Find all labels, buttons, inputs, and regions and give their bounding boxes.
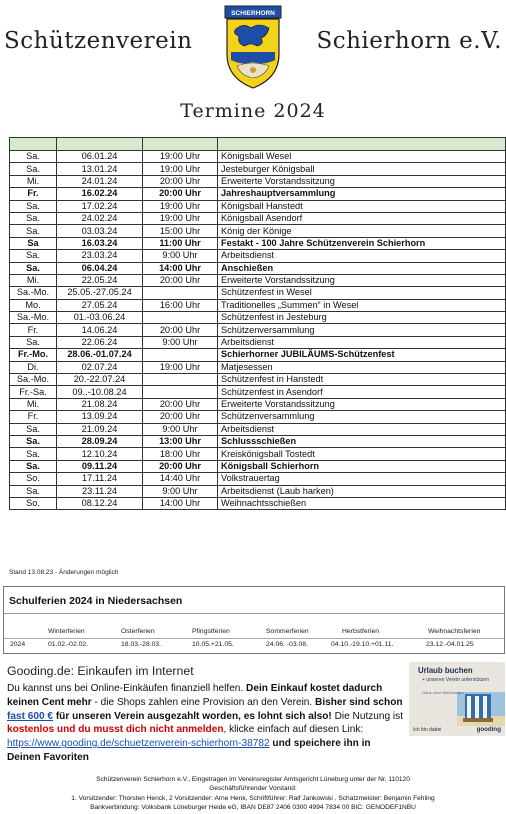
table-row xyxy=(10,386,506,398)
table-row xyxy=(10,188,506,200)
event-date-cell: 14.06.24 xyxy=(57,324,143,336)
event-date-cell: 22.06.24 xyxy=(57,336,143,348)
holiday-column-header: Sommerferien xyxy=(266,628,309,635)
table-header-row xyxy=(10,138,506,151)
event-date-cell: 21.09.24 xyxy=(57,423,143,435)
event-date-cell: 08.12.24 xyxy=(57,497,143,509)
event-name-cell: Jahreshauptversammlung xyxy=(218,188,506,200)
table-row xyxy=(10,448,506,460)
event-name-cell: Schützenfest in Wesel xyxy=(218,287,506,299)
event-time-cell: 20:00 Uhr xyxy=(143,175,218,187)
event-time-cell: 13:00 Uhr xyxy=(143,435,218,447)
event-name-cell: Erweiterte Vorstandssitzung xyxy=(218,274,506,286)
event-day-cell: Sa. xyxy=(10,460,57,472)
event-name-cell: Schützenfest in Jesteburg xyxy=(218,312,506,324)
event-date-cell: 03.03.24 xyxy=(57,225,143,237)
event-date-cell: 17.11.24 xyxy=(57,473,143,485)
table-row xyxy=(10,423,506,435)
footer-line: 1. Vorsitzender: Thorsten Henck, 2 Vorsitzender: Arne Henk, Schriftführer: Ralf Jankowski , Schatzmeister: Benjamin Fehling xyxy=(71,794,435,802)
event-name-cell: Schützenversammlung xyxy=(218,411,506,423)
event-day-cell: Sa. xyxy=(10,163,57,175)
header-cell xyxy=(143,138,218,151)
gooding-text-bold: Bisher sind schon xyxy=(315,696,403,708)
holiday-value: 10.05.+21.05. xyxy=(192,641,234,648)
school-holidays-box xyxy=(3,586,505,654)
event-day-cell: Sa. xyxy=(10,448,57,460)
gooding-amount-link[interactable]: fast 600 € xyxy=(7,710,54,722)
event-name-cell: König der Könige xyxy=(218,225,506,237)
event-name-cell: Anschießen xyxy=(218,262,506,274)
event-day-cell: Mi. xyxy=(10,398,57,410)
gooding-text-bold: für unseren Verein ausgezahlt worden, es lohnt sich also! xyxy=(53,710,332,722)
event-time-cell: 11:00 Uhr xyxy=(143,237,218,249)
divider xyxy=(4,638,504,639)
event-name-cell: Königsball Schierhorn xyxy=(218,460,506,472)
event-date-cell: 28.06.-01.07.24 xyxy=(57,349,143,361)
event-time-cell xyxy=(143,374,218,386)
holiday-column-header: Weihnachtsferien xyxy=(428,628,481,635)
event-date-cell: 16.02.24 xyxy=(57,188,143,200)
event-date-cell: 06.01.24 xyxy=(57,151,143,163)
event-name-cell: Königsball Asendorf xyxy=(218,212,506,224)
event-time-cell: 19:00 Uhr xyxy=(143,151,218,163)
gooding-text-bold: Dein Einkauf kostet dadurch keinen Cent mehr xyxy=(7,683,383,708)
club-crest-icon xyxy=(223,4,283,90)
event-name-cell: Matjesessen xyxy=(218,361,506,373)
event-time-cell: 14:00 Uhr xyxy=(143,262,218,274)
table-row xyxy=(10,287,506,299)
event-time-cell: 20:00 Uhr xyxy=(143,460,218,472)
event-time-cell: 9:00 Uhr xyxy=(143,423,218,435)
header xyxy=(0,0,506,95)
table-row xyxy=(10,398,506,410)
event-name-cell: Arbeitsdienst (Laub harken) xyxy=(218,485,506,497)
holiday-column-header: Osterferien xyxy=(121,628,155,635)
event-day-cell: Sa. xyxy=(10,200,57,212)
ad-note: Ganz ohne Mehrkosten xyxy=(422,690,464,695)
table-row xyxy=(10,361,506,373)
event-day-cell: So. xyxy=(10,497,57,509)
event-day-cell: Fr.-Mo. xyxy=(10,349,57,361)
gooding-text-part: - die Shops zahlen eine Provision an den Verein. xyxy=(91,696,316,708)
event-time-cell xyxy=(143,287,218,299)
holiday-value: 24.06. -03.08. xyxy=(266,641,308,648)
event-name-cell: Erweiterte Vorstandssitzung xyxy=(218,175,506,187)
event-day-cell: Fr. xyxy=(10,188,57,200)
event-day-cell: Mo. xyxy=(10,299,57,311)
table-row xyxy=(10,374,506,386)
event-date-cell: 24.02.24 xyxy=(57,212,143,224)
event-time-cell: 20:00 Uhr xyxy=(143,398,218,410)
event-name-cell: Erweiterte Vorstandssitzung xyxy=(218,398,506,410)
event-time-cell: 15:00 Uhr xyxy=(143,225,218,237)
event-time-cell: 20:00 Uhr xyxy=(143,274,218,286)
school-holidays-title: Schulferien 2024 in Niedersachsen xyxy=(9,595,183,607)
event-name-cell: Kreiskönigsball Tostedt xyxy=(218,448,506,460)
event-day-cell: Fr.-Sa. xyxy=(10,386,57,398)
event-day-cell: Fr. xyxy=(10,411,57,423)
holiday-column-header: Pfingstferien xyxy=(192,628,230,635)
table-row xyxy=(10,151,506,163)
club-name-left: Schützenverein xyxy=(4,28,193,54)
page-title: Termine 2024 xyxy=(180,100,326,122)
event-time-cell: 20:00 Uhr xyxy=(143,324,218,336)
event-date-cell: 09..-10.08.24 xyxy=(57,386,143,398)
events-table-body xyxy=(10,138,506,510)
table-row xyxy=(10,411,506,423)
event-time-cell: 9:00 Uhr xyxy=(143,485,218,497)
table-row xyxy=(10,237,506,249)
event-date-cell: 13.01.24 xyxy=(57,163,143,175)
event-day-cell: Sa. xyxy=(10,262,57,274)
event-time-cell: 19:00 Uhr xyxy=(143,361,218,373)
ad-footer-left: Ich bin dabei xyxy=(413,727,442,733)
event-name-cell: Arbeitsdienst xyxy=(218,423,506,435)
event-time-cell: 19:00 Uhr xyxy=(143,200,218,212)
event-name-cell: Königsball Wesel xyxy=(218,151,506,163)
event-date-cell: 09.11.24 xyxy=(57,460,143,472)
event-name-cell: Festakt - 100 Jahre Schützenverein Schierhorn xyxy=(218,237,506,249)
holiday-value: 04.10.-19.10.+01.11. xyxy=(331,641,394,648)
event-day-cell: Sa. xyxy=(10,336,57,348)
event-date-cell: 13.09.24 xyxy=(57,411,143,423)
event-day-cell: Sa.-Mo. xyxy=(10,287,57,299)
events-table xyxy=(9,137,506,510)
footer xyxy=(0,775,506,812)
event-date-cell: 25.05.-27.05.24 xyxy=(57,287,143,299)
event-date-cell: 17.02.24 xyxy=(57,200,143,212)
event-day-cell: Sa xyxy=(10,237,57,249)
event-day-cell: Sa. xyxy=(10,212,57,224)
event-date-cell: 23.03.24 xyxy=(57,250,143,262)
event-time-cell: 18:00 Uhr xyxy=(143,448,218,460)
event-day-cell: Sa. xyxy=(10,485,57,497)
gooding-title: Gooding.de: Einkaufen im Internet xyxy=(7,664,194,678)
event-date-cell: 01.-03.06.24 xyxy=(57,312,143,324)
gooding-ad-banner[interactable] xyxy=(409,662,505,736)
holiday-column-header: Winterferien xyxy=(48,628,85,635)
event-name-cell: Jesteburger Königsball xyxy=(218,163,506,175)
gooding-text-bold: und speichere ihn in Deinen Favoriten xyxy=(7,738,371,763)
ad-headline: Urlaub buchen xyxy=(418,666,473,675)
table-row xyxy=(10,324,506,336)
event-date-cell: 23.11.24 xyxy=(57,485,143,497)
table-row xyxy=(10,349,506,361)
gooding-text-part: Die Nutzung ist xyxy=(331,710,404,722)
event-day-cell: Sa. xyxy=(10,225,57,237)
event-name-cell: Traditionelles „Summen“ in Wesel xyxy=(218,299,506,311)
event-date-cell: 27.05.24 xyxy=(57,299,143,311)
table-row xyxy=(10,435,506,447)
event-time-cell: 19:00 Uhr xyxy=(143,212,218,224)
event-name-cell: Schützenversammlung xyxy=(218,324,506,336)
event-name-cell: Weihnachtsschießen xyxy=(218,497,506,509)
event-day-cell: Sa.-Mo. xyxy=(10,312,57,324)
event-date-cell: 12.10.24 xyxy=(57,448,143,460)
table-row xyxy=(10,225,506,237)
club-name-right: Schierhorn e.V. xyxy=(316,28,502,54)
gooding-text xyxy=(7,682,407,765)
table-row xyxy=(10,163,506,175)
event-day-cell: Sa. xyxy=(10,250,57,262)
event-name-cell: Volkstrauertag xyxy=(218,473,506,485)
event-date-cell: 20.-22.07.24 xyxy=(57,374,143,386)
header-cell xyxy=(218,138,506,151)
table-row xyxy=(10,250,506,262)
event-time-cell: 19:00 Uhr xyxy=(143,163,218,175)
event-day-cell: Fr. xyxy=(10,324,57,336)
table-row xyxy=(10,299,506,311)
event-name-cell: Königsball Hanstedt xyxy=(218,200,506,212)
table-row xyxy=(10,497,506,509)
event-date-cell: 24.01.24 xyxy=(57,175,143,187)
event-time-cell: 9:00 Uhr xyxy=(143,336,218,348)
event-day-cell: So. xyxy=(10,473,57,485)
holiday-year: 2024 xyxy=(10,641,26,648)
event-name-cell: Schützenfest in Hanstedt xyxy=(218,374,506,386)
table-row xyxy=(10,460,506,472)
header-cell xyxy=(10,138,57,151)
table-row xyxy=(10,312,506,324)
event-date-cell: 16.03.24 xyxy=(57,237,143,249)
footer-line: Schützenverein Schierhorn e.V., Eingetragen im Vereinsregister Amtsgericht Lüneburg unter der Nr. 110120 xyxy=(96,776,410,783)
ad-logo-text: gooding xyxy=(476,726,501,733)
event-time-cell xyxy=(143,312,218,324)
event-day-cell: Sa. xyxy=(10,423,57,435)
event-name-cell: Arbeitsdienst xyxy=(218,336,506,348)
holiday-value: 18.03.-28.03. xyxy=(121,641,162,648)
event-time-cell: 9:00 Uhr xyxy=(143,250,218,262)
event-day-cell: Mi. xyxy=(10,175,57,187)
gooding-text-highlight: kostenlos und du musst dich nicht anmelden xyxy=(7,724,224,736)
event-day-cell: Sa. xyxy=(10,151,57,163)
event-day-cell: Sa.-Mo. xyxy=(10,374,57,386)
event-date-cell: 21.08.24 xyxy=(57,398,143,410)
event-day-cell: Di. xyxy=(10,361,57,373)
table-row xyxy=(10,200,506,212)
event-date-cell: 22.05.24 xyxy=(57,274,143,286)
status-note: Stand 13.08.23 - Änderungen möglich xyxy=(9,569,119,576)
event-date-cell: 02.07.24 xyxy=(57,361,143,373)
event-time-cell xyxy=(143,386,218,398)
table-row xyxy=(10,274,506,286)
gooding-link[interactable]: https://www.gooding.de/schuetzenverein-schierhorn-38782 xyxy=(7,738,270,750)
holiday-column-header: Herbstferien xyxy=(342,628,380,635)
table-row xyxy=(10,473,506,485)
gooding-text-part: Du kannst uns bei Online-Einkäufen finanziell helfen. xyxy=(7,683,247,694)
event-time-cell: 20:00 Uhr xyxy=(143,188,218,200)
event-time-cell: 16:00 Uhr xyxy=(143,299,218,311)
event-day-cell: Sa. xyxy=(10,435,57,447)
event-name-cell: Schlussschießen xyxy=(218,435,506,447)
footer-line: Geschäftsführender Vorstand: xyxy=(209,785,297,793)
event-time-cell: 20:00 Uhr xyxy=(143,411,218,423)
header-cell xyxy=(57,138,143,151)
table-row xyxy=(10,212,506,224)
holiday-value: 01.02.-02.02. xyxy=(48,641,89,648)
event-time-cell: 14:00 Uhr xyxy=(143,497,218,509)
event-time-cell: 14:40 Uhr xyxy=(143,473,218,485)
gooding-text-part: , klicke einfach auf diesen Link: xyxy=(223,724,364,736)
event-date-cell: 06.04.24 xyxy=(57,262,143,274)
event-time-cell xyxy=(143,349,218,361)
event-date-cell: 28.09.24 xyxy=(57,435,143,447)
table-row xyxy=(10,175,506,187)
event-name-cell: Arbeitsdienst xyxy=(218,250,506,262)
table-row xyxy=(10,485,506,497)
crest-label: SCHIERHORN xyxy=(231,10,275,17)
event-day-cell: Mi. xyxy=(10,274,57,286)
event-name-cell: Schützenfest in Asendorf xyxy=(218,386,506,398)
table-row xyxy=(10,336,506,348)
ad-subline: + unseren Verein unterstützen xyxy=(422,677,489,683)
holiday-value: 23.12.-04.01.25 xyxy=(426,641,474,648)
divider xyxy=(4,613,504,614)
event-name-cell: Schierhorner JUBILÄUMS-Schützenfest xyxy=(218,349,506,361)
footer-line: Bankverbindung: Volksbank Lüneburger Heide eG, IBAN DE87 2406 0300 4994 7834 00 BIC: GENODEF1NBU xyxy=(90,803,416,811)
table-row xyxy=(10,262,506,274)
